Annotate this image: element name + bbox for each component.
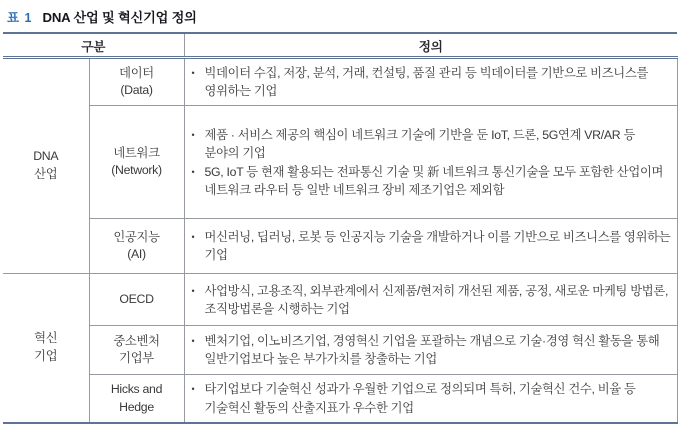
bullet-item: • 사업방식, 고용조직, 외부관계에서 신제품/현저히 개선된 제품, 공정, 새로운 마케팅 방법론, 조직방법론을 시행하는 기업 [191,283,669,316]
column-header-definition: 정의 [184,33,677,58]
bullet-icon: • [191,384,195,395]
category-line: Hicks and [110,382,163,397]
table-row [3,274,677,326]
category-line: 인공지능 [113,230,160,245]
category-line: Hedge [119,399,154,414]
category-line: 기업부 [119,351,154,366]
header-row [3,33,677,58]
bullet-icon: • [191,68,195,78]
category-line: 네트워크 [113,146,160,161]
group-name-line: DNA [33,149,59,164]
category-cell-network [89,106,184,219]
column-header-category: 구분 [3,33,184,58]
table-row [3,106,677,219]
category-line: (Network) [111,163,162,178]
definition-cell-ai [184,219,677,274]
category-cell-oecd [89,274,184,326]
category-line: OECD [119,292,154,307]
bullet-icon: • [191,129,195,140]
definition-table [3,32,678,424]
category-cell-hicks-hedge [89,375,184,423]
bullet-item: • 머신러닝, 딥러닝, 로봇 등 인공지능 기술을 개발하거나 이를 기반으로 비즈니스를 영위하는 기업 [191,230,671,263]
definition-cell-data [184,58,677,106]
definition-cell-oecd [184,274,677,326]
definition-cell-hicks-hedge [184,375,677,423]
category-line: 중소벤처 [113,334,160,349]
category-cell-data [89,58,184,106]
bullet-icon: • [191,232,195,243]
group-name-line: 기업 [34,349,58,364]
bullet-item: • 제품 · 서비스 제공의 핵심이 네트워크 기술에 기반을 둔 IoT, 드론, 5G연계 VR/AR 등 분야의 기업 [191,127,636,160]
table-number-label: 표 1 [7,11,33,25]
category-line: 데이터 [119,65,154,80]
table-row [3,375,677,423]
definition-cell-network [184,106,677,219]
table-row [3,326,677,375]
category-cell-smes-ministry [89,326,184,375]
group-cell-innovation-firm [3,274,89,423]
table-row [3,58,677,106]
table-caption [3,5,680,32]
bullet-item: • 벤처기업, 이노비즈기업, 경영혁신 기업을 포괄하는 개념으로 기술·경영 혁신 활동을 통해 일반기업보다 높은 부가가치를 창출하는 기업 [191,334,660,367]
category-cell-ai [89,219,184,274]
bullet-icon: • [191,285,195,296]
bullet-icon: • [191,336,195,347]
table-row [3,219,677,274]
definition-cell-smes-ministry [184,326,677,375]
table-title: DNA 산업 및 혁신기업 정의 [42,10,197,25]
group-cell-dna-industry [3,58,89,274]
bullet-item: • 타기업보다 기술혁신 성과가 우월한 기업으로 정의되며 특허, 기술혁신 건수, 비율 등 기술혁신 활동의 산출지표가 우수한 기업 [191,382,636,415]
category-line: (AI) [127,247,146,262]
group-name-line: 산업 [34,167,58,182]
category-line: (Data) [120,83,153,98]
group-name-line: 혁신 [34,331,58,346]
bullet-item: • 5G, IoT 등 현재 활용되는 전파통신 기술 및 新 네트워크 통신기술을 모두 포함한 산업이며 네트워크 라우터 등 일반 네트워크 장비 제조기업은 제외함 [191,164,664,198]
bullet-item: • 빅데이터 수집, 저장, 분석, 거래, 컨설팅, 품질 관리 등 빅데이터를 기반으로 비즈니스를 영위하는 기업 [191,66,649,99]
bullet-icon: • [191,166,195,177]
